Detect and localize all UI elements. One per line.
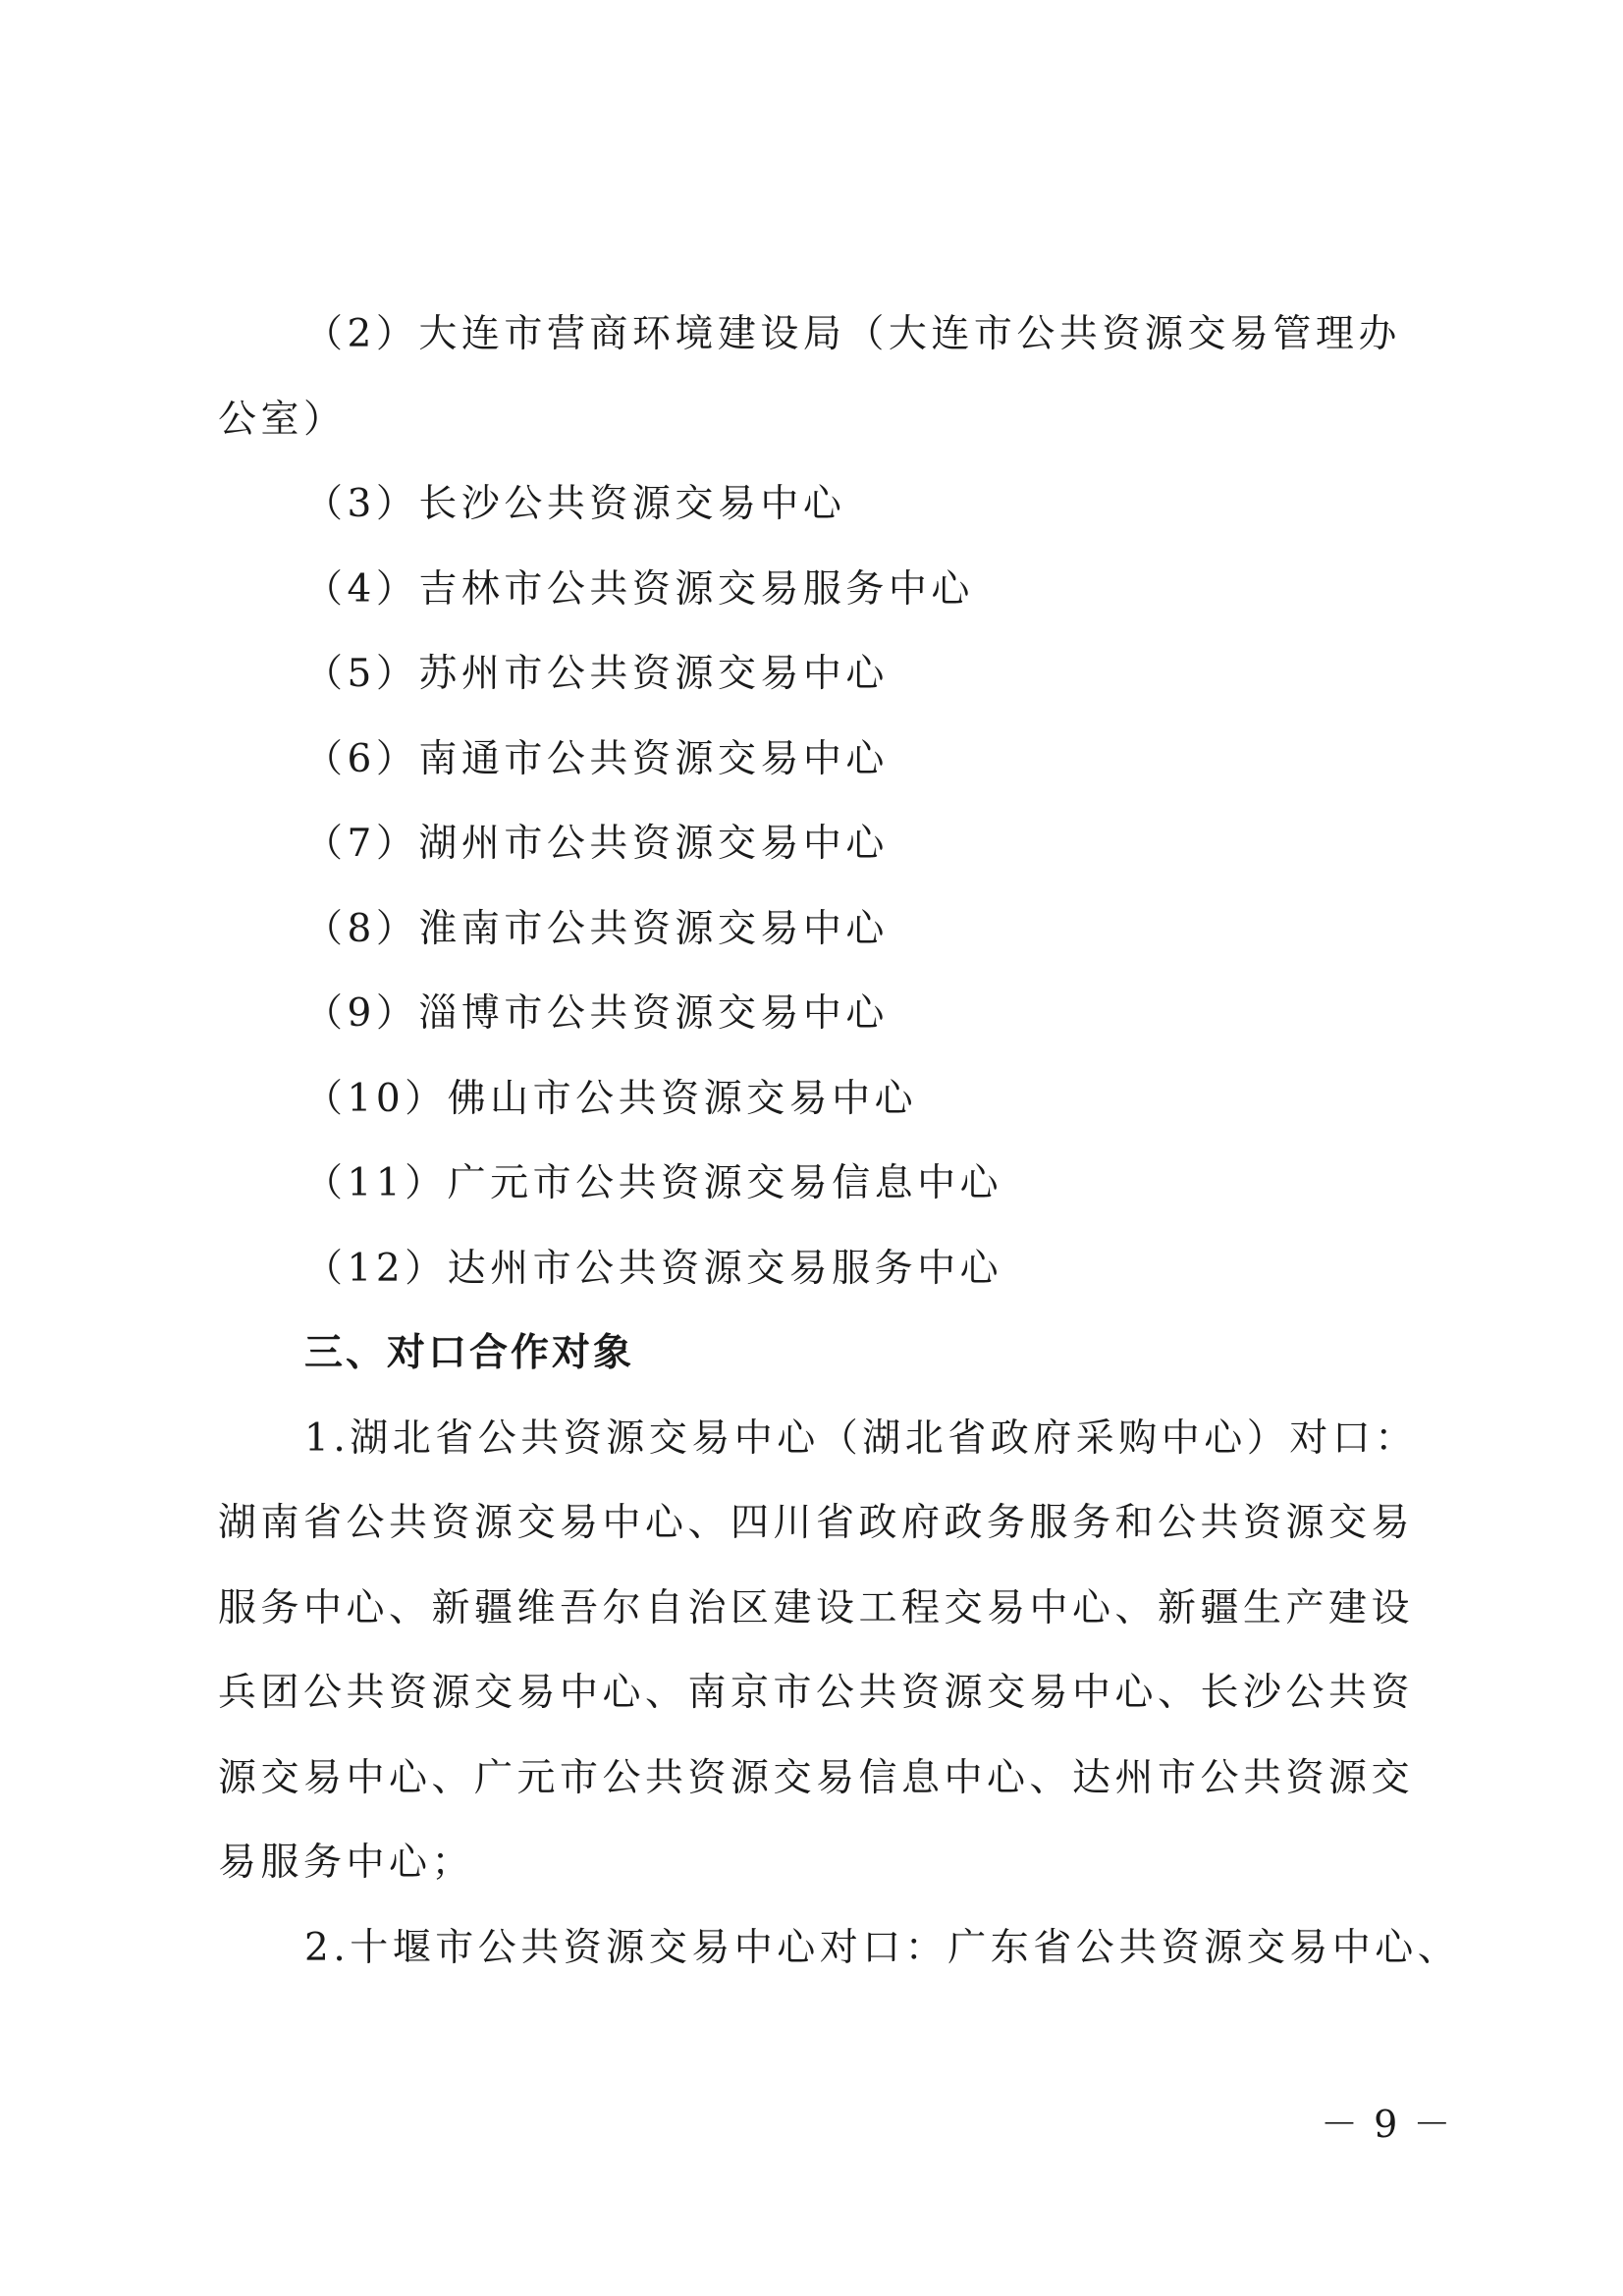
list-item: （9）淄博市公共资源交易中心: [304, 991, 889, 1036]
list-item: （4）吉林市公共资源交易服务中心: [304, 566, 974, 612]
list-item-continuation: 公室）: [218, 397, 347, 442]
paragraph-line: 易服务中心；: [218, 1841, 475, 1885]
page-number: － 9 －: [1321, 2103, 1453, 2146]
list-item: （10）佛山市公共资源交易中心: [304, 1076, 918, 1121]
list-item: （12）达州市公共资源交易服务中心: [304, 1246, 1003, 1291]
page-content: [218, 293, 1461, 1991]
list-item: （6）南通市公共资源交易中心: [304, 736, 889, 781]
paragraph-line: 源交易中心、广元市公共资源交易信息中心、达州市公共资源交: [218, 1755, 1415, 1800]
list-item: （8）淮南市公共资源交易中心: [304, 906, 889, 951]
list-item: （7）湖州市公共资源交易中心: [304, 822, 889, 866]
list-item: （3）长沙公共资源交易中心: [304, 482, 846, 526]
paragraph-line: 兵团公共资源交易中心、南京市公共资源交易中心、长沙公共资: [218, 1671, 1415, 1715]
section-heading: 三、对口合作对象: [304, 1331, 635, 1375]
list-item: （2）大连市营商环境建设局（大连市公共资源交易管理办: [304, 312, 1401, 356]
list-item: （11）广元市公共资源交易信息中心: [304, 1161, 1003, 1205]
paragraph-line: 1.湖北省公共资源交易中心（湖北省政府采购中心）对口：: [304, 1415, 1418, 1461]
paragraph-line: 湖南省公共资源交易中心、四川省政府政务服务和公共资源交易: [218, 1501, 1415, 1545]
list-item: （5）苏州市公共资源交易中心: [304, 652, 889, 696]
paragraph-line: 2.十堰市公共资源交易中心对口：广东省公共资源交易中心、: [304, 1925, 1461, 1970]
paragraph-line: 服务中心、新疆维吾尔自治区建设工程交易中心、新疆生产建设: [218, 1585, 1415, 1630]
